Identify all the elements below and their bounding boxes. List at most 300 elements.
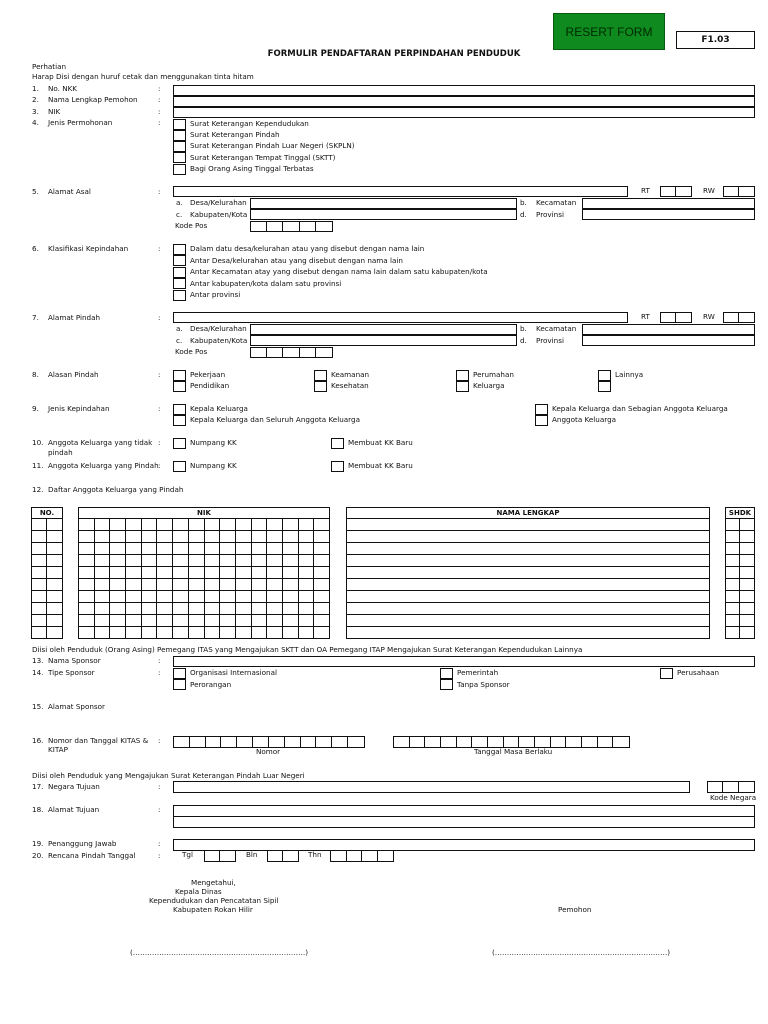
table-cell[interactable] [726, 555, 740, 567]
table-cell[interactable] [314, 615, 330, 627]
origin-kabupaten-field[interactable] [250, 209, 517, 220]
table-cell[interactable] [141, 615, 157, 627]
table-cell[interactable] [32, 603, 47, 615]
table-cell[interactable] [204, 531, 220, 543]
table-cell[interactable] [188, 555, 204, 567]
table-cell[interactable] [740, 615, 755, 627]
table-cell[interactable] [235, 543, 251, 555]
table-row [347, 555, 710, 567]
table-cell[interactable] [251, 627, 267, 639]
table-cell[interactable] [126, 591, 142, 603]
table-cell[interactable] [251, 591, 267, 603]
table-cell[interactable] [126, 567, 142, 579]
table-cell[interactable] [47, 615, 63, 627]
table-cell[interactable] [220, 615, 236, 627]
table-cell[interactable] [204, 579, 220, 591]
move-month-field[interactable] [267, 850, 299, 862]
f8-checkbox-2[interactable] [314, 370, 327, 381]
table-cell[interactable] [141, 591, 157, 603]
table-cell[interactable] [251, 543, 267, 555]
header-shdk: SHDK [726, 508, 755, 519]
table-cell[interactable] [157, 567, 173, 579]
table-cell[interactable] [282, 615, 298, 627]
table-cell[interactable] [220, 579, 236, 591]
dest-address-field[interactable] [173, 312, 628, 323]
table-cell[interactable] [282, 603, 298, 615]
origin-desa-field[interactable] [250, 198, 517, 209]
table-row [79, 615, 330, 627]
table-cell[interactable] [79, 579, 95, 591]
dest-kodepos-field[interactable] [250, 347, 333, 358]
table-cell[interactable] [79, 519, 95, 531]
table-cell[interactable] [298, 579, 314, 591]
f6-option-3: Antar kabupaten/kota dalam satu provinsi [190, 279, 342, 288]
table-cell[interactable] [251, 531, 267, 543]
nkk-field[interactable] [173, 85, 755, 96]
f8-checkbox-0[interactable] [173, 370, 186, 381]
table-cell[interactable] [173, 579, 189, 591]
table-cell[interactable] [220, 555, 236, 567]
applicant-name-field[interactable] [173, 96, 755, 107]
rt-label: RT [641, 312, 650, 321]
table-cell[interactable] [94, 555, 110, 567]
dest-kecamatan-field[interactable] [582, 324, 755, 335]
table-cell[interactable] [126, 519, 142, 531]
table-cell[interactable] [314, 519, 330, 531]
table-cell[interactable] [32, 579, 47, 591]
f8-checkbox-1[interactable] [173, 381, 186, 392]
table-cell[interactable] [188, 543, 204, 555]
table-cell[interactable] [126, 627, 142, 639]
f9-num: 9. [32, 404, 39, 413]
table-row [347, 579, 710, 591]
table-cell[interactable] [126, 615, 142, 627]
f6-checkbox-0[interactable] [173, 244, 186, 255]
table-cell[interactable] [267, 615, 283, 627]
table-cell[interactable] [251, 615, 267, 627]
table-cell[interactable] [126, 603, 142, 615]
nik-field[interactable] [173, 107, 755, 118]
table-cell[interactable] [235, 555, 251, 567]
colon: : [158, 851, 161, 860]
table-cell[interactable] [314, 531, 330, 543]
table-cell[interactable] [173, 519, 189, 531]
table-cell[interactable] [220, 519, 236, 531]
f11-checkbox-baru[interactable] [331, 461, 344, 472]
table-cell[interactable] [173, 543, 189, 555]
table-cell[interactable] [94, 579, 110, 591]
table-cell[interactable] [79, 543, 95, 555]
f8-option-4: Perumahan [473, 370, 514, 379]
table-cell[interactable] [726, 615, 740, 627]
table-cell[interactable] [298, 615, 314, 627]
f9-checkbox-3[interactable] [535, 415, 548, 426]
f6-checkbox-1[interactable] [173, 255, 186, 266]
table-cell[interactable] [157, 591, 173, 603]
table-row [347, 543, 710, 555]
table-row [32, 555, 63, 567]
table-cell[interactable] [347, 591, 710, 603]
table-cell[interactable] [47, 603, 63, 615]
table-cell[interactable] [740, 543, 755, 555]
table-cell[interactable] [173, 555, 189, 567]
table-cell[interactable] [740, 555, 755, 567]
table-cell[interactable] [110, 519, 126, 531]
table-cell[interactable] [204, 543, 220, 555]
table-cell[interactable] [235, 615, 251, 627]
table-cell[interactable] [298, 627, 314, 639]
table-cell[interactable] [267, 627, 283, 639]
table-cell[interactable] [220, 603, 236, 615]
table-cell[interactable] [110, 603, 126, 615]
rw-label: RW [703, 186, 715, 195]
table-cell[interactable] [347, 543, 710, 555]
table-cell[interactable] [47, 555, 63, 567]
table-cell[interactable] [740, 531, 755, 543]
table-cell[interactable] [47, 531, 63, 543]
reset-form-button[interactable]: RESERT FORM [553, 13, 665, 50]
dest-kabupaten-field[interactable] [250, 335, 517, 346]
table-cell[interactable] [282, 579, 298, 591]
f14-checkbox-4[interactable] [660, 668, 673, 679]
table-cell[interactable] [235, 627, 251, 639]
table-cell[interactable] [726, 531, 740, 543]
table-cell[interactable] [347, 615, 710, 627]
table-cell[interactable] [110, 555, 126, 567]
f14-checkbox-1[interactable] [173, 679, 186, 690]
f4-checkbox-2[interactable] [173, 141, 186, 152]
table-cell[interactable] [141, 567, 157, 579]
move-year-field[interactable] [330, 850, 394, 862]
table-cell[interactable] [726, 579, 740, 591]
colon: : [158, 84, 161, 93]
table-cell[interactable] [173, 627, 189, 639]
table-cell[interactable] [173, 591, 189, 603]
table-cell[interactable] [267, 519, 283, 531]
table-cell[interactable] [141, 603, 157, 615]
table-cell[interactable] [126, 543, 142, 555]
table-cell[interactable] [298, 567, 314, 579]
f15-num: 15. [32, 702, 44, 711]
table-cell[interactable] [79, 615, 95, 627]
dest-rt-field[interactable] [660, 312, 692, 323]
table-cell[interactable] [347, 567, 710, 579]
table-cell[interactable] [347, 531, 710, 543]
table-cell[interactable] [94, 627, 110, 639]
table-cell[interactable] [726, 627, 740, 639]
f8-checkbox-3[interactable] [314, 381, 327, 392]
table-cell[interactable] [32, 591, 47, 603]
f14-checkbox-2[interactable] [440, 668, 453, 679]
table-cell[interactable] [282, 627, 298, 639]
f8-checkbox-5[interactable] [456, 381, 469, 392]
table-cell[interactable] [298, 531, 314, 543]
table-cell[interactable] [32, 555, 47, 567]
colon: : [158, 107, 161, 116]
table-cell[interactable] [726, 519, 740, 531]
table-cell[interactable] [79, 567, 95, 579]
table-cell[interactable] [32, 543, 47, 555]
f4-checkbox-1[interactable] [173, 130, 186, 141]
table-cell[interactable] [188, 579, 204, 591]
table-cell[interactable] [251, 567, 267, 579]
origin-rt-field[interactable] [660, 186, 692, 197]
table-cell[interactable] [173, 615, 189, 627]
table-cell[interactable] [347, 579, 710, 591]
table-cell[interactable] [157, 615, 173, 627]
table-cell[interactable] [110, 615, 126, 627]
table-cell[interactable] [141, 627, 157, 639]
table-cell[interactable] [726, 591, 740, 603]
f6-checkbox-4[interactable] [173, 290, 186, 301]
table-cell[interactable] [110, 531, 126, 543]
table-row [726, 519, 755, 531]
destination-country-field[interactable] [173, 781, 690, 793]
table-cell[interactable] [314, 555, 330, 567]
table-cell[interactable] [141, 543, 157, 555]
table-cell[interactable] [298, 591, 314, 603]
table-cell[interactable] [347, 555, 710, 567]
table-cell[interactable] [204, 627, 220, 639]
destination-address-field-2[interactable] [173, 816, 755, 828]
table-cell[interactable] [94, 603, 110, 615]
table-cell[interactable] [347, 519, 710, 531]
f9-checkbox-2[interactable] [535, 404, 548, 415]
table-cell[interactable] [235, 519, 251, 531]
colon: : [158, 461, 161, 470]
table-cell[interactable] [79, 555, 95, 567]
table-cell[interactable] [314, 567, 330, 579]
table-cell[interactable] [32, 615, 47, 627]
table-cell[interactable] [126, 555, 142, 567]
table-cell[interactable] [47, 579, 63, 591]
table-cell[interactable] [141, 579, 157, 591]
table-row [347, 531, 710, 543]
table-cell[interactable] [173, 531, 189, 543]
table-cell[interactable] [94, 519, 110, 531]
f4-checkbox-4[interactable] [173, 164, 186, 175]
table-cell[interactable] [347, 627, 710, 639]
sponsor-name-field[interactable] [173, 656, 755, 667]
table-cell[interactable] [47, 591, 63, 603]
table-cell[interactable] [220, 591, 236, 603]
table-cell[interactable] [740, 579, 755, 591]
table-cell[interactable] [157, 603, 173, 615]
table-cell[interactable] [251, 519, 267, 531]
table-cell[interactable] [157, 555, 173, 567]
table-cell[interactable] [235, 567, 251, 579]
table-cell[interactable] [141, 555, 157, 567]
origin-kecamatan-field[interactable] [582, 198, 755, 209]
table-cell[interactable] [347, 603, 710, 615]
table-cell[interactable] [110, 591, 126, 603]
table-cell[interactable] [251, 579, 267, 591]
f14-checkbox-3[interactable] [440, 679, 453, 690]
table-cell[interactable] [157, 531, 173, 543]
dest-provinsi-field[interactable] [582, 335, 755, 346]
table-cell[interactable] [235, 531, 251, 543]
table-cell[interactable] [726, 603, 740, 615]
f6-checkbox-3[interactable] [173, 278, 186, 289]
table-cell[interactable] [173, 567, 189, 579]
table-cell[interactable] [267, 591, 283, 603]
table-cell[interactable] [740, 603, 755, 615]
addr-a: a. [176, 198, 183, 207]
f14-checkbox-0[interactable] [173, 668, 186, 679]
table-cell[interactable] [267, 555, 283, 567]
f11-checkbox-numpang[interactable] [173, 461, 186, 472]
table-cell[interactable] [267, 603, 283, 615]
table-cell[interactable] [173, 603, 189, 615]
origin-provinsi-field[interactable] [582, 209, 755, 220]
table-cell[interactable] [204, 567, 220, 579]
table-cell[interactable] [740, 519, 755, 531]
table-cell[interactable] [94, 591, 110, 603]
table-cell[interactable] [157, 543, 173, 555]
table-cell[interactable] [740, 627, 755, 639]
table-cell[interactable] [188, 627, 204, 639]
colon: : [158, 668, 161, 677]
addr-c: c. [176, 336, 183, 345]
table-cell[interactable] [220, 543, 236, 555]
table-cell[interactable] [110, 567, 126, 579]
responsible-person-field[interactable] [173, 839, 755, 851]
f8-checkbox-6[interactable] [598, 370, 611, 381]
table-cell[interactable] [141, 531, 157, 543]
table-cell[interactable] [298, 519, 314, 531]
table-cell[interactable] [282, 591, 298, 603]
f6-checkbox-2[interactable] [173, 267, 186, 278]
table-cell[interactable] [94, 615, 110, 627]
table-cell[interactable] [32, 531, 47, 543]
table-cell[interactable] [47, 567, 63, 579]
origin-address-field[interactable] [173, 186, 628, 197]
table-cell[interactable] [110, 627, 126, 639]
table-cell[interactable] [79, 627, 95, 639]
table-cell[interactable] [204, 591, 220, 603]
table-cell[interactable] [298, 555, 314, 567]
table-cell[interactable] [110, 543, 126, 555]
f18-num: 18. [32, 805, 44, 814]
table-cell[interactable] [204, 519, 220, 531]
country-code-field[interactable] [707, 781, 755, 793]
table-cell[interactable] [32, 567, 47, 579]
table-cell[interactable] [314, 543, 330, 555]
f8-checkbox-4[interactable] [456, 370, 469, 381]
table-cell[interactable] [267, 567, 283, 579]
table-cell[interactable] [79, 531, 95, 543]
tgl-label: Tgl [182, 850, 193, 859]
table-cell[interactable] [251, 555, 267, 567]
origin-rw-field[interactable] [723, 186, 755, 197]
table-cell[interactable] [314, 591, 330, 603]
table-cell[interactable] [282, 531, 298, 543]
table-cell[interactable] [235, 579, 251, 591]
table-cell[interactable] [94, 567, 110, 579]
table-cell[interactable] [79, 603, 95, 615]
table-cell[interactable] [188, 615, 204, 627]
f4-checkbox-0[interactable] [173, 119, 186, 130]
table-cell[interactable] [314, 579, 330, 591]
f12-num: 12. [32, 485, 44, 494]
table-cell[interactable] [282, 567, 298, 579]
table-cell[interactable] [188, 591, 204, 603]
table-cell[interactable] [110, 579, 126, 591]
table-cell[interactable] [220, 567, 236, 579]
table-cell[interactable] [32, 627, 47, 639]
table-cell[interactable] [94, 543, 110, 555]
table-cell[interactable] [47, 627, 63, 639]
table-cell[interactable] [235, 591, 251, 603]
f10-checkbox-numpang[interactable] [173, 438, 186, 449]
table-cell[interactable] [126, 579, 142, 591]
table-cell[interactable] [314, 627, 330, 639]
table-cell[interactable] [141, 519, 157, 531]
table-cell[interactable] [267, 579, 283, 591]
f8-checkbox-7[interactable] [598, 381, 611, 392]
table-cell[interactable] [47, 543, 63, 555]
table-cell[interactable] [188, 603, 204, 615]
table-cell[interactable] [726, 543, 740, 555]
f4-checkbox-3[interactable] [173, 152, 186, 163]
table-cell[interactable] [740, 591, 755, 603]
table-cell[interactable] [251, 603, 267, 615]
dest-desa-field[interactable] [250, 324, 517, 335]
table-cell[interactable] [298, 543, 314, 555]
table-nama [346, 507, 710, 639]
table-cell[interactable] [94, 531, 110, 543]
table-row [726, 543, 755, 555]
table-cell[interactable] [298, 603, 314, 615]
table-cell[interactable] [282, 543, 298, 555]
table-cell[interactable] [157, 579, 173, 591]
table-cell[interactable] [79, 591, 95, 603]
table-cell[interactable] [267, 531, 283, 543]
table-cell[interactable] [282, 555, 298, 567]
table-cell[interactable] [740, 567, 755, 579]
table-cell[interactable] [267, 543, 283, 555]
table-cell[interactable] [235, 603, 251, 615]
table-cell[interactable] [220, 531, 236, 543]
table-cell[interactable] [726, 567, 740, 579]
table-cell[interactable] [188, 567, 204, 579]
move-day-field[interactable] [204, 850, 236, 862]
origin-kodepos-field[interactable] [250, 221, 333, 232]
f16-label-2: KITAP [48, 745, 68, 754]
table-cell[interactable] [204, 555, 220, 567]
table-cell[interactable] [188, 531, 204, 543]
table-cell[interactable] [188, 519, 204, 531]
table-cell[interactable] [47, 519, 63, 531]
f10-checkbox-baru[interactable] [331, 438, 344, 449]
f9-checkbox-1[interactable] [173, 415, 186, 426]
f9-checkbox-0[interactable] [173, 404, 186, 415]
table-row [32, 519, 63, 531]
table-cell[interactable] [126, 531, 142, 543]
table-cell[interactable] [220, 627, 236, 639]
table-cell[interactable] [32, 519, 47, 531]
form-code: F1.03 [676, 31, 755, 49]
table-cell[interactable] [157, 519, 173, 531]
dest-rw-field[interactable] [723, 312, 755, 323]
f9-option-1: Kepala Keluarga dan Seluruh Anggota Keluarga [190, 415, 360, 424]
table-cell[interactable] [204, 603, 220, 615]
table-cell[interactable] [314, 603, 330, 615]
table-cell[interactable] [157, 627, 173, 639]
table-cell[interactable] [204, 615, 220, 627]
table-cell[interactable] [282, 519, 298, 531]
f19-num: 19. [32, 839, 44, 848]
